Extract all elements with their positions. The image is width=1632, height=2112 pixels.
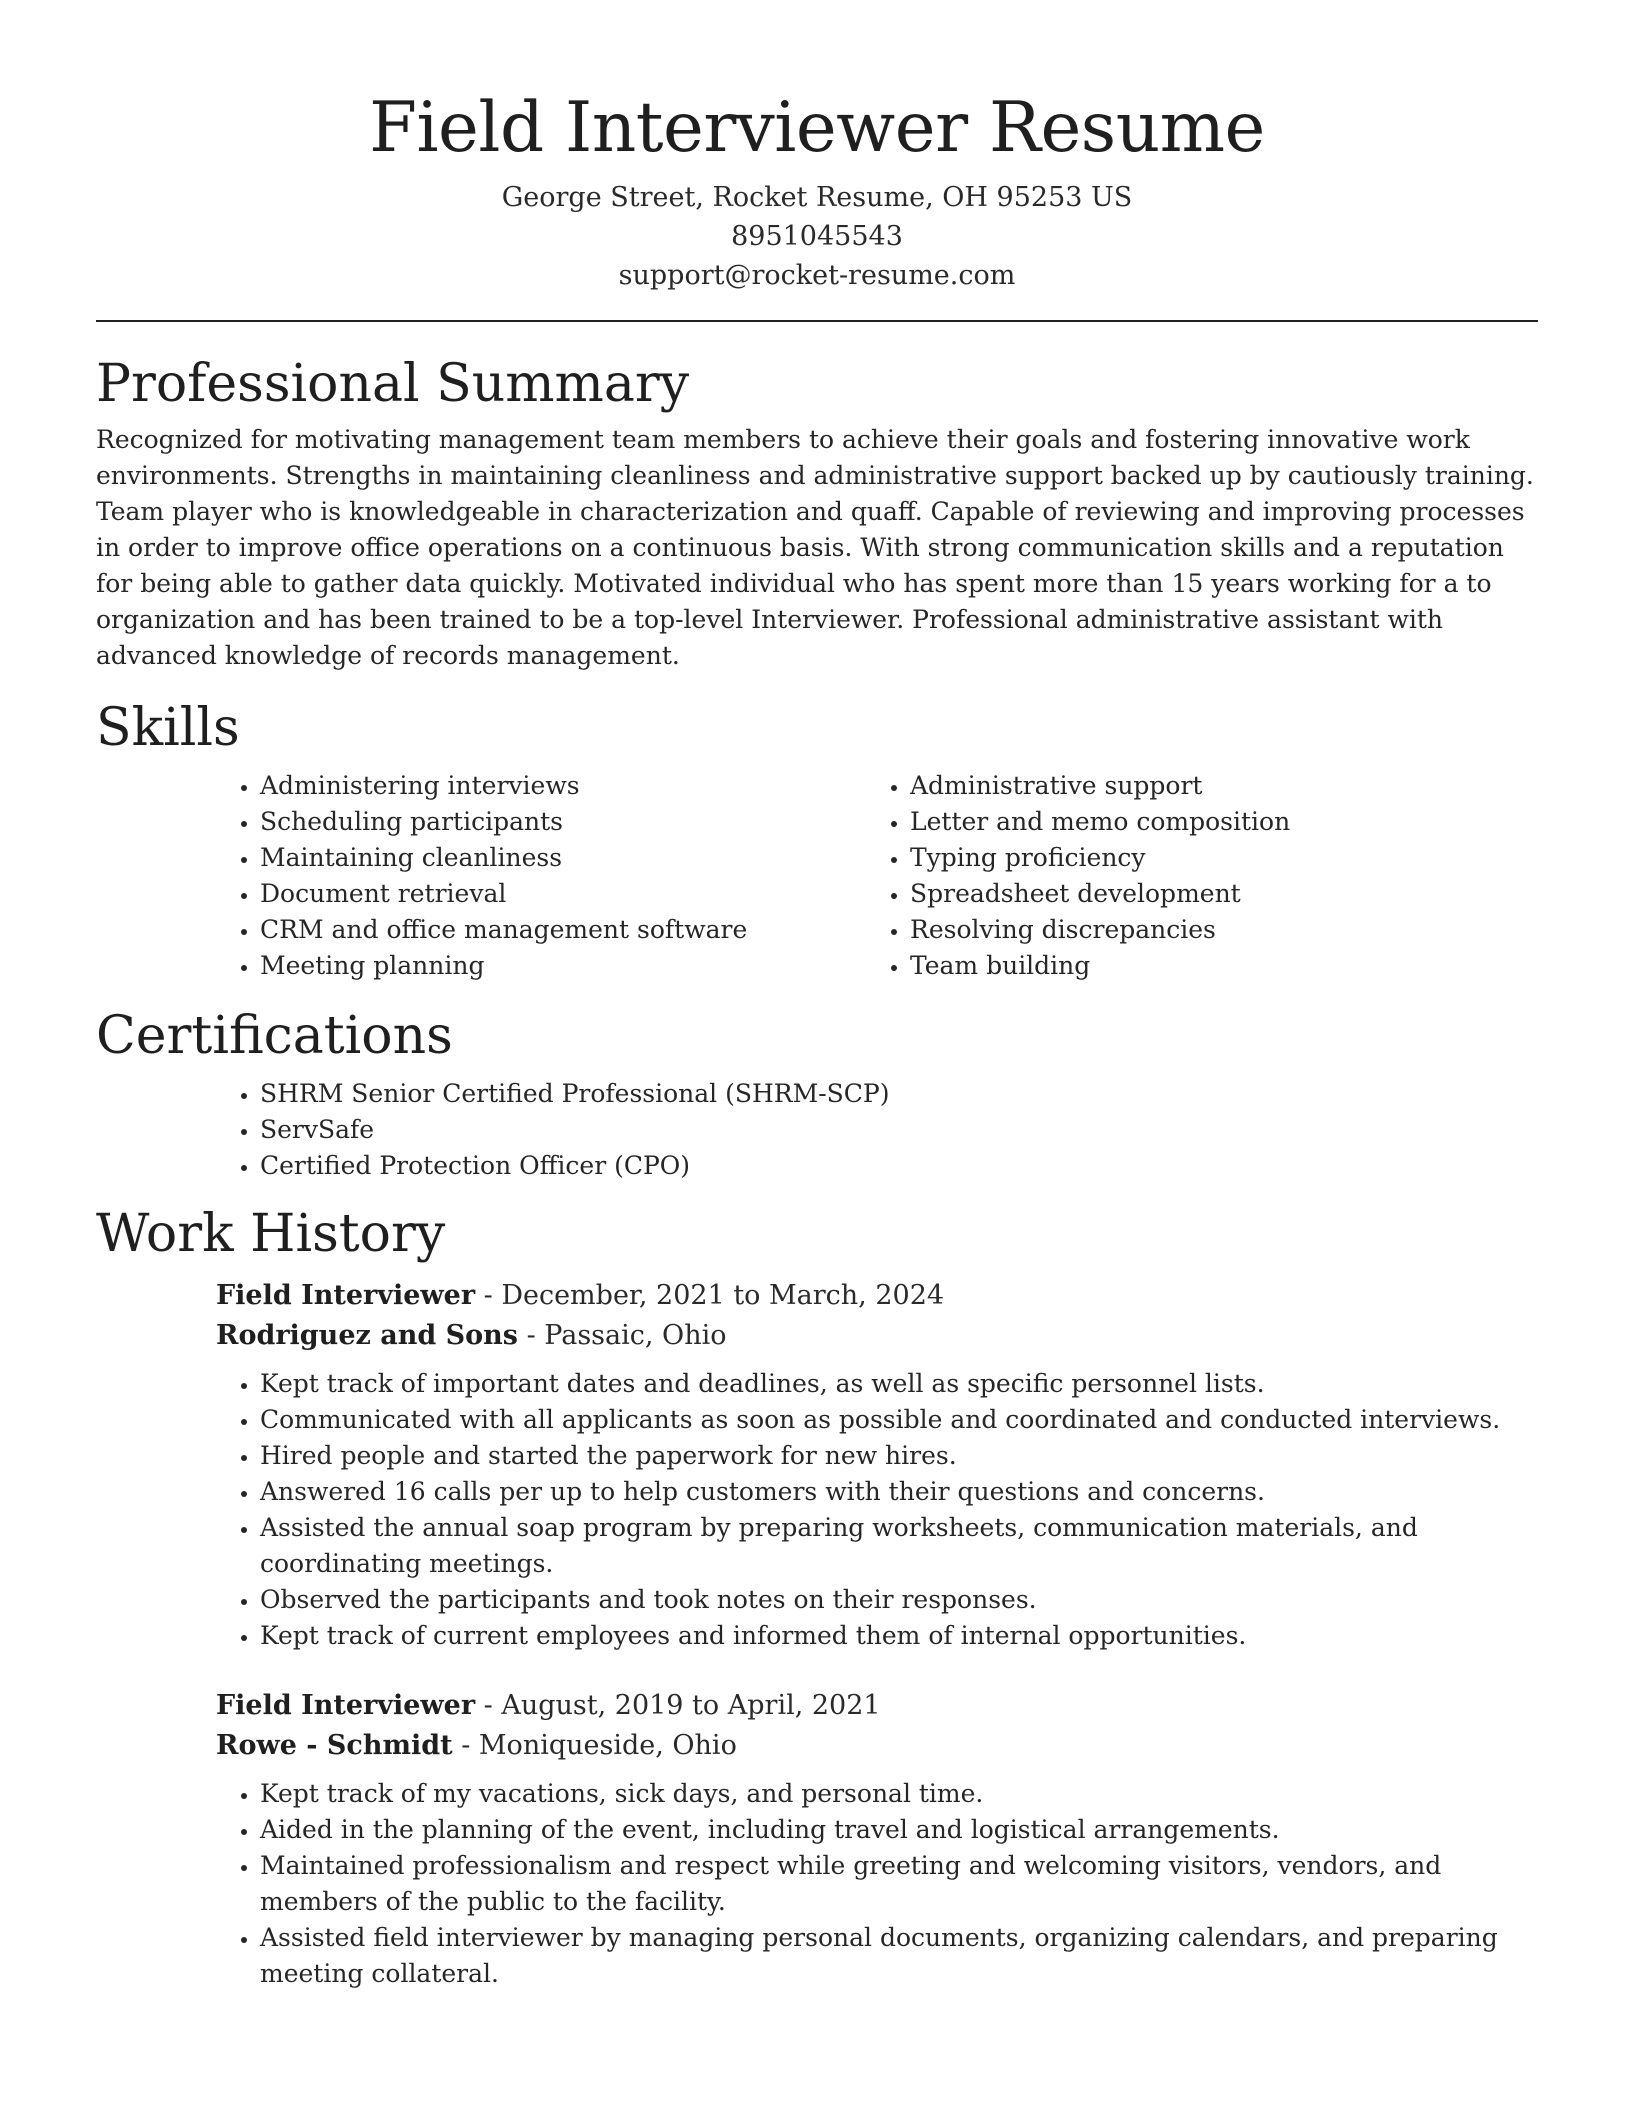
skills-columns: [216, 768, 1538, 984]
contact-address: George Street, Rocket Resume, OH 95253 US: [501, 182, 1133, 213]
summary-section: [96, 354, 1538, 674]
skill-item: • Resolving discrepancies: [910, 912, 1290, 948]
certifications-heading: Certifications: [96, 1006, 453, 1066]
skill-item: • Scheduling participants: [260, 804, 866, 840]
contact-email: support@rocket-resume.com: [618, 260, 1016, 291]
skills-list-right: [866, 768, 1290, 984]
certification-item: • SHRM Senior Certified Professional (SHRM-SCP): [260, 1076, 1538, 1112]
job-entry: [216, 1276, 1538, 1654]
job-bullet: • Maintained professionalism and respect while greeting and welcoming visitors, vendors, and members of the public to the facility.: [260, 1848, 1538, 1920]
job-bullet: • Assisted field interviewer by managing personal documents, organizing calendars, and preparing meeting collateral.: [260, 1920, 1538, 1992]
job-title: Field Interviewer: [216, 1690, 476, 1721]
header-divider: [96, 320, 1538, 322]
job-bullet: • Answered 16 calls per up to help customers with their questions and concerns.: [260, 1474, 1538, 1510]
skill-item: • CRM and office management software: [260, 912, 866, 948]
skill-item: • Typing proficiency: [910, 840, 1290, 876]
certification-item: • Certified Protection Officer (CPO): [260, 1148, 1538, 1184]
job-bullet: • Kept track of my vacations, sick days, and personal time.: [260, 1776, 1538, 1812]
job-bullet: • Kept track of important dates and deadlines, as well as specific personnel lists.: [260, 1366, 1538, 1402]
skills-list-left: [216, 768, 866, 984]
job-bullet: • Communicated with all applicants as soon as possible and coordinated and conducted interviews.: [260, 1402, 1538, 1438]
skills-heading: Skills: [96, 698, 240, 758]
skill-item: • Meeting planning: [260, 948, 866, 984]
skill-item: • Administrative support: [910, 768, 1290, 804]
job-title-line: [216, 1276, 1538, 1316]
job-bullet: • Aided in the planning of the event, including travel and logistical arrangements.: [260, 1812, 1538, 1848]
job-location: - Passaic, Ohio: [517, 1320, 727, 1351]
job-bullets: [216, 1366, 1538, 1654]
certifications-section: [96, 1006, 1538, 1184]
resume-title: Field Interviewer Resume: [369, 88, 1265, 168]
job-dates: - December, 2021 to March, 2024: [475, 1280, 945, 1311]
job-title: Field Interviewer: [216, 1280, 476, 1311]
certifications-list: [216, 1076, 1538, 1184]
job-title-line: [216, 1686, 1538, 1726]
summary-text: Recognized for motivating management team members to achieve their goals and fostering innovative work environments. Strengths in maintaining cleanliness and administrative support backed up by cautiously training. Team player who is knowledgeable in characterization and quaff. Capable of reviewing and improving processes in order to improve office operations on a continuous basis. With strong communication skills and a reputation for being able to gather data quickly. Motivated individual who has spent more than 15 years working for a to organization and has been trained to be a top-level Interviewer. Professional administrative assistant with advanced knowledge of records management.: [96, 425, 1534, 670]
summary-heading: Professional Summary: [96, 354, 690, 414]
job-bullet: • Kept track of current employees and informed them of internal opportunities.: [260, 1618, 1538, 1654]
skill-item: • Document retrieval: [260, 876, 866, 912]
skill-item: • Maintaining cleanliness: [260, 840, 866, 876]
job-bullets: [216, 1776, 1538, 1992]
job-bullet: • Hired people and started the paperwork for new hires.: [260, 1438, 1538, 1474]
job-location: - Moniqueside, Ohio: [452, 1730, 737, 1761]
job-dates: - August, 2019 to April, 2021: [475, 1690, 881, 1721]
job-company: Rodriguez and Sons: [216, 1320, 518, 1351]
skill-item: • Administering interviews: [260, 768, 866, 804]
skill-item: • Letter and memo composition: [910, 804, 1290, 840]
job-bullet: • Assisted the annual soap program by preparing worksheets, communication materials, and coordinating meetings.: [260, 1510, 1538, 1582]
job-entry: [216, 1686, 1538, 1992]
work-history-section: [96, 1204, 1538, 1992]
skill-item: • Team building: [910, 948, 1290, 984]
contact-phone: 8951045543: [731, 221, 903, 252]
skills-section: [96, 698, 1538, 984]
job-company-line: [216, 1316, 1538, 1356]
job-company-line: [216, 1726, 1538, 1766]
contact-block: [96, 178, 1538, 295]
job-company: Rowe - Schmidt: [216, 1730, 453, 1761]
skill-item: • Spreadsheet development: [910, 876, 1290, 912]
certification-item: • ServSafe: [260, 1112, 1538, 1148]
job-bullet: • Observed the participants and took notes on their responses.: [260, 1582, 1538, 1618]
work-history-heading: Work History: [96, 1204, 446, 1264]
resume-page: [96, 0, 1538, 1992]
